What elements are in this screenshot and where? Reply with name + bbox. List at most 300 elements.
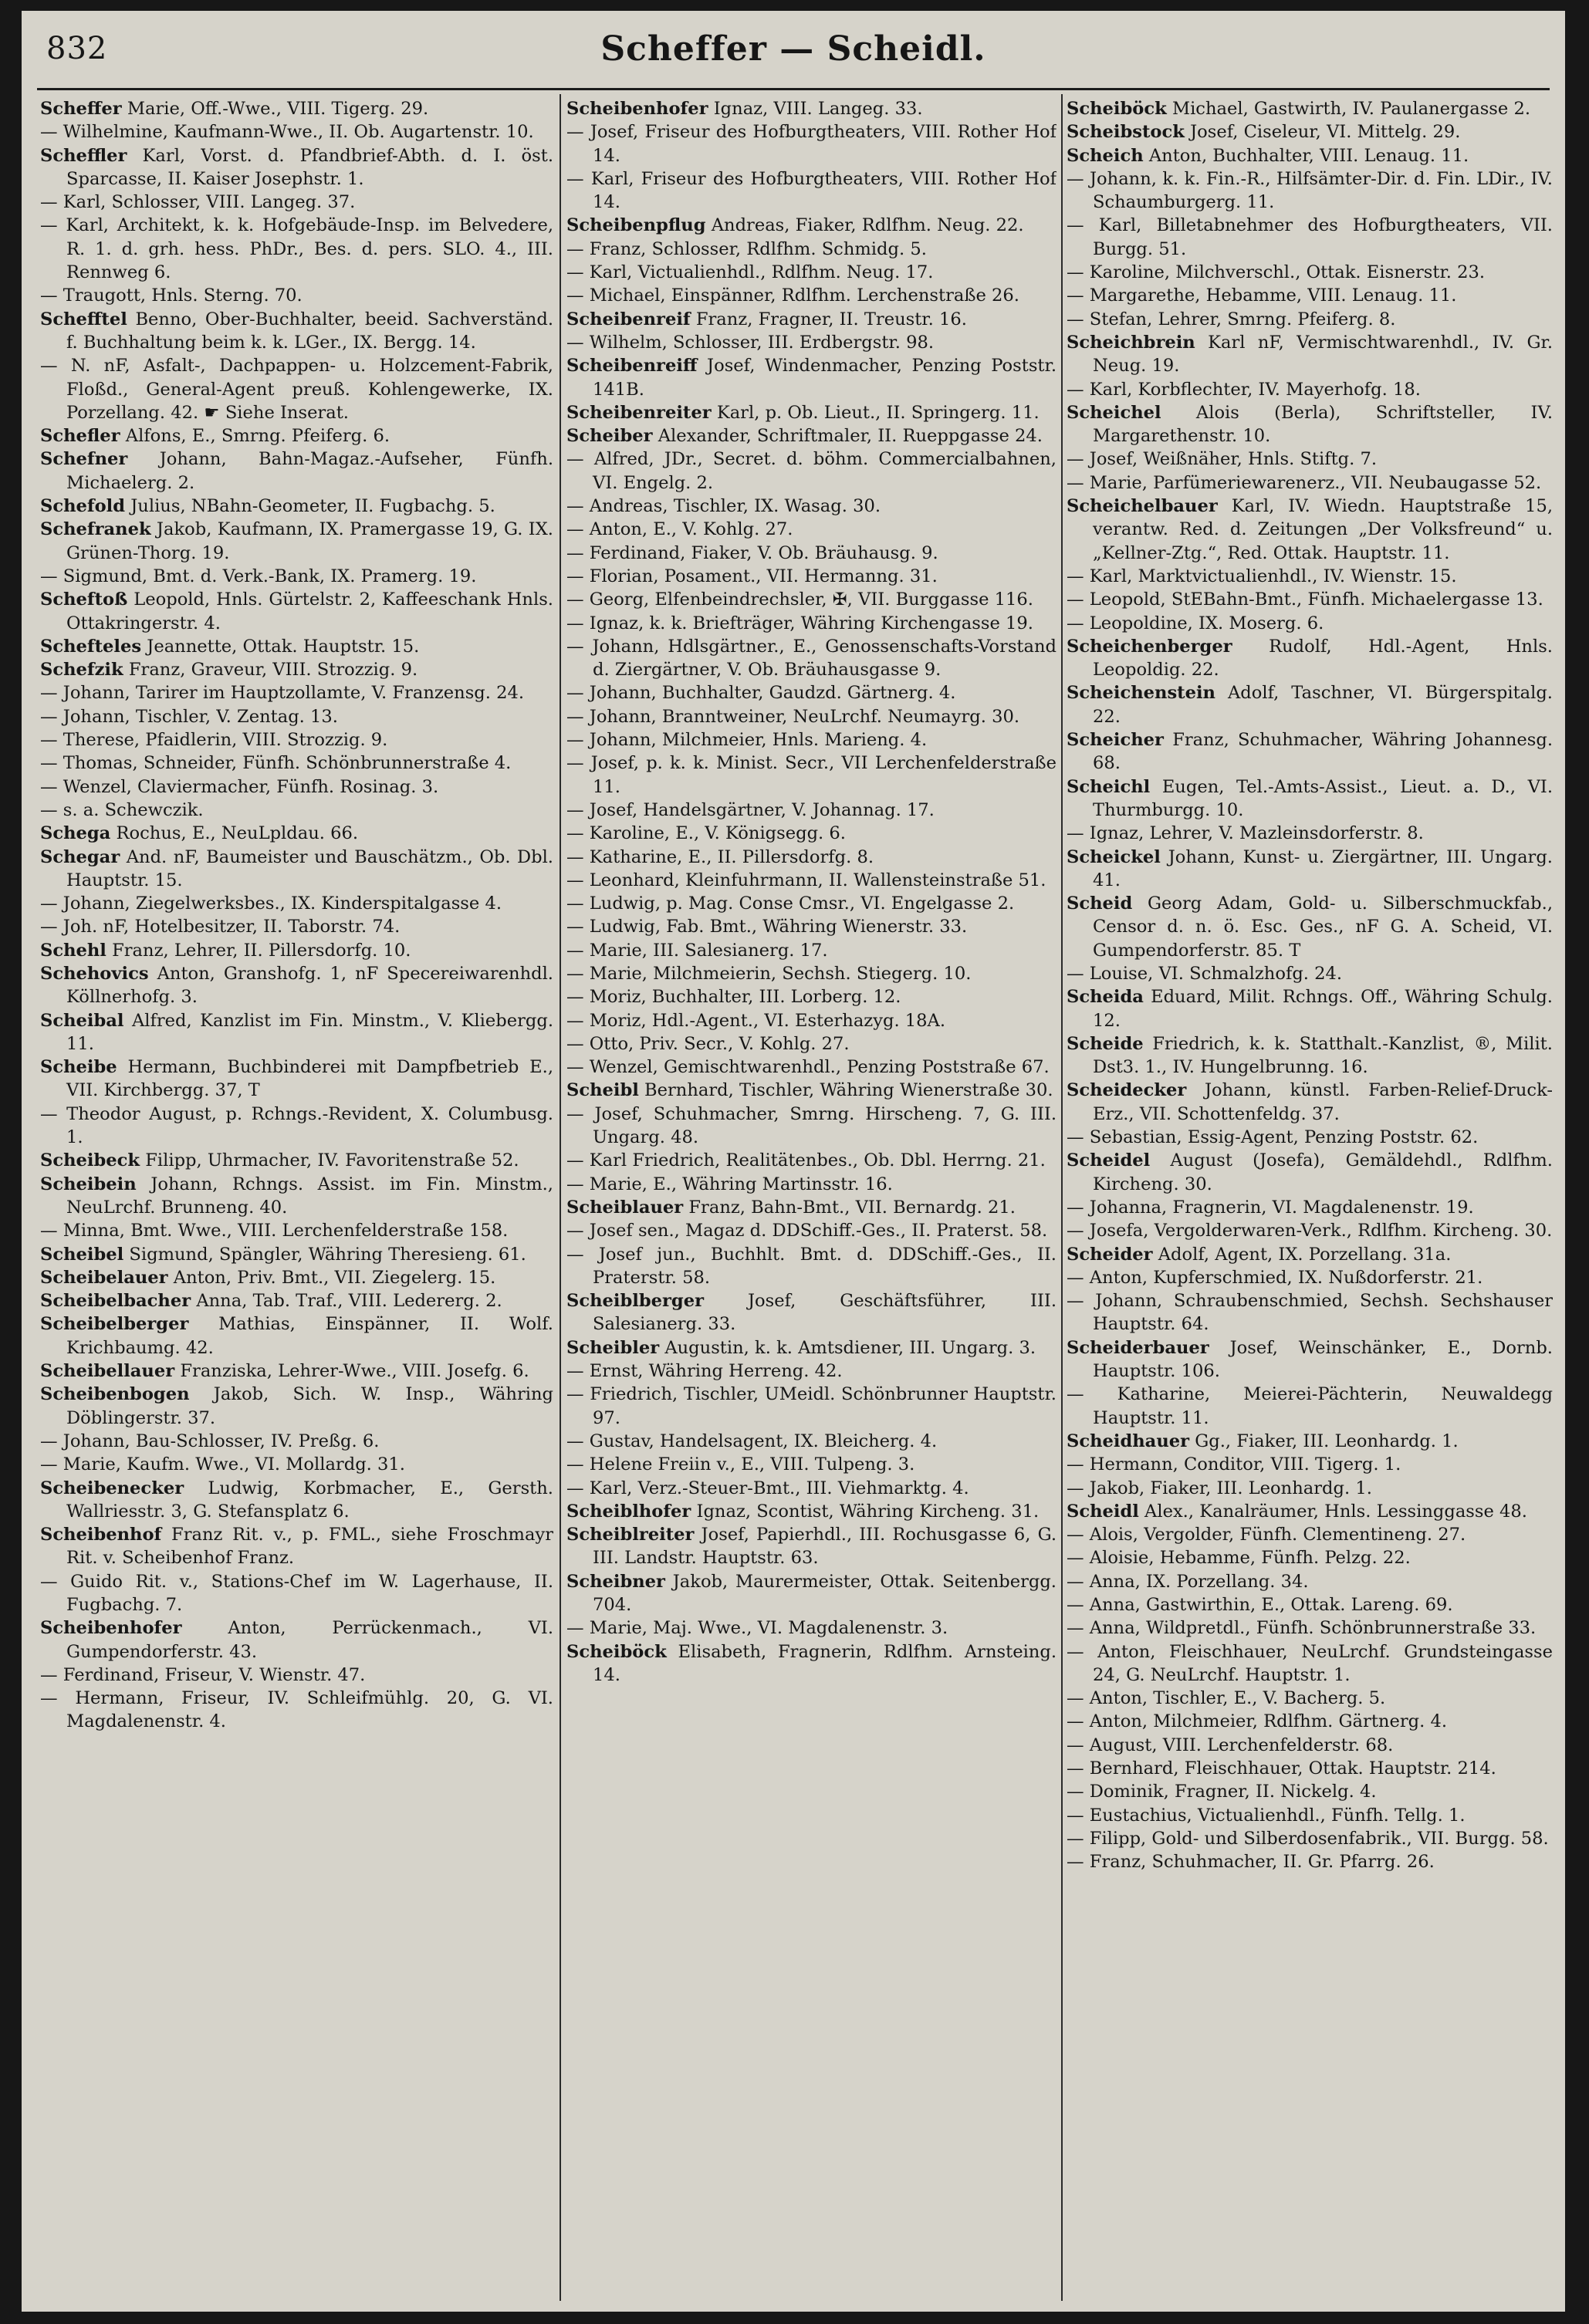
- directory-entry: [40, 518, 553, 565]
- directory-entry: [1067, 448, 1553, 471]
- directory-entry: [1067, 1477, 1553, 1500]
- entry-details: Benno, Ober-Buchhalter, beeid. Sachverständ. f. Buchhaltung beim k. k. LGer., IX. Bergg. 14.: [66, 309, 553, 353]
- directory-entry: [1067, 588, 1553, 611]
- entry-surname: Scheibal: [40, 1010, 124, 1031]
- directory-entry: [40, 1056, 553, 1103]
- entry-surname: Scheicher: [1067, 730, 1164, 751]
- entry-details: Josef, Weinschänker, E., Dornb. Hauptstr. 106.: [1093, 1337, 1553, 1382]
- directory-entry: [40, 284, 553, 307]
- entry-details: Marie, Off.-Wwe., VIII. Tigerg. 29.: [127, 99, 429, 119]
- entry-details: — Johann, Schraubenschmied, Sechsh. Sechshauser Hauptstr. 64.: [1067, 1291, 1553, 1335]
- entry-details: — Johann, Tischler, V. Zentag. 13.: [40, 706, 338, 727]
- directory-entry: [1067, 728, 1553, 775]
- entry-details: — Bernhard, Fleischhauer, Ottak. Hauptstr. 214.: [1067, 1758, 1496, 1779]
- entry-details: — Johann, k. k. Fin.-R., Hilfsämter-Dir. d. Fin. LDir., IV. Schaumburgerg. 11.: [1067, 168, 1553, 213]
- entry-details: — Alfred, JDr., Secret. d. böhm. Commercialbahnen, VI. Engelg. 2.: [566, 449, 1057, 493]
- entry-surname: Scheibelberger: [40, 1314, 189, 1335]
- directory-entry: [566, 681, 1057, 704]
- entry-surname: Scheider: [1067, 1244, 1153, 1265]
- entry-details: Michael, Gastwirth, IV. Paulanergasse 2.: [1171, 99, 1531, 119]
- directory-entry: [566, 752, 1057, 799]
- entry-surname: Scheibenreiff: [566, 356, 698, 377]
- entry-details: Ignaz, Scontist, Währing Kircheng. 31.: [696, 1501, 1040, 1522]
- directory-entry: [566, 308, 1057, 331]
- entry-details: — Josef, Weißnäher, Hnls. Stiftg. 7.: [1067, 449, 1378, 470]
- entry-surname: Scheichbrein: [1067, 332, 1195, 353]
- entry-details: — Filipp, Gold- und Silberdosenfabrik., VII. Burgg. 58.: [1067, 1828, 1549, 1849]
- entry-surname: Scheibelauer: [40, 1267, 168, 1288]
- entry-details: Adolf, Taschner, VI. Bürgerspitalg. 22.: [1093, 683, 1553, 727]
- entry-details: — Johann, Buchhalter, Gaudzd. Gärtnerg. 4.: [566, 683, 956, 704]
- directory-entry: [1067, 1289, 1553, 1336]
- directory-entry: [40, 495, 553, 518]
- entry-surname: Scheidecker: [1067, 1080, 1187, 1101]
- directory-entry: [566, 1219, 1057, 1242]
- entry-details: — Josef, Handelsgärtner, V. Johannag. 17.: [566, 799, 935, 820]
- directory-entry: [566, 728, 1057, 752]
- entry-surname: Scheidl: [1067, 1501, 1139, 1522]
- entry-details: — Theodor August, p. Rchngs.-Revident, X. Columbusg. 1.: [40, 1103, 553, 1148]
- entry-details: — Traugott, Hnls. Sterng. 70.: [40, 285, 303, 306]
- directory-entry: [1067, 1640, 1553, 1687]
- entry-surname: Scheffer: [40, 99, 122, 119]
- entry-surname: Scheidel: [1067, 1150, 1151, 1171]
- directory-entry: [1067, 1032, 1553, 1079]
- entry-details: Johann, künstl. Farben-Relief-Druck-Erz., VII. Schottenfeldg. 37.: [1093, 1080, 1553, 1124]
- entry-details: — Johann, Ziegelwerksbes., IX. Kinderspitalgasse 4.: [40, 893, 502, 914]
- directory-entry: [566, 985, 1057, 1008]
- directory-entry: [1067, 144, 1553, 167]
- entry-surname: Scheibenbogen: [40, 1384, 190, 1405]
- entry-details: Josef, Windenmacher, Penzing Poststr. 141B.: [593, 356, 1057, 400]
- entry-surname: Scheichel: [1067, 402, 1161, 423]
- directory-entry: [566, 799, 1057, 822]
- entry-details: — Karl, Korbflechter, IV. Mayerhofg. 18.: [1067, 379, 1421, 400]
- directory-page: [22, 11, 1565, 2312]
- entry-surname: Schefranek: [40, 519, 151, 540]
- directory-entry: [1067, 1757, 1553, 1780]
- entry-details: Anton, Buchhalter, VIII. Lenaug. 11.: [1148, 145, 1469, 166]
- directory-entry: [566, 97, 1057, 120]
- entry-surname: Scheibe: [40, 1057, 117, 1078]
- entry-details: — Josef, p. k. k. Minist. Secr., VII Lerchenfelderstraße 11.: [566, 753, 1057, 797]
- directory-entry: [40, 846, 553, 893]
- entry-surname: Schefteles: [40, 636, 142, 657]
- entry-surname: Scheibenpflug: [566, 215, 706, 236]
- entry-details: Julius, NBahn-Geometer, II. Fugbachg. 5.: [130, 496, 495, 517]
- directory-entry: [40, 1453, 553, 1476]
- directory-entry: [40, 962, 553, 1009]
- directory-entry: [40, 1009, 553, 1056]
- directory-entry: [566, 238, 1057, 261]
- directory-entry: [1067, 1219, 1553, 1242]
- directory-entry: [1067, 378, 1553, 401]
- directory-entry: [1067, 681, 1553, 728]
- page-number: 832: [46, 31, 108, 66]
- entry-details: — August, VIII. Lerchenfelderstr. 68.: [1067, 1735, 1394, 1755]
- directory-entry: [1067, 775, 1553, 823]
- directory-entry: [566, 1173, 1057, 1196]
- directory-entry: [566, 1056, 1057, 1079]
- entry-surname: Schehl: [40, 940, 106, 961]
- entry-details: — Thomas, Schneider, Fünfh. Schönbrunnerstraße 4.: [40, 753, 512, 774]
- entry-surname: Scheiderbauer: [1067, 1337, 1209, 1358]
- entry-details: — Dominik, Fragner, II. Nickelg. 4.: [1067, 1782, 1377, 1802]
- entry-details: Johann, Kunst- u. Ziergärtner, III. Ungarg. 41.: [1093, 846, 1553, 890]
- entry-details: Franz, Bahn-Bmt., VII. Bernardg. 21.: [688, 1197, 1016, 1218]
- directory-entry: [1067, 1734, 1553, 1757]
- directory-entry: [566, 120, 1057, 167]
- directory-entry: [1067, 1570, 1553, 1593]
- entry-surname: Schefftel: [40, 309, 127, 329]
- entry-surname: Scheibstock: [1067, 122, 1185, 143]
- entry-details: — Ludwig, p. Mag. Conse Cmsr., VI. Engelgasse 2.: [566, 893, 1015, 914]
- directory-entry: [566, 1477, 1057, 1500]
- entry-surname: Scheichenberger: [1067, 636, 1232, 657]
- entry-details: Elisabeth, Fragnerin, Rdlfhm. Arnsteing. 14.: [593, 1641, 1057, 1685]
- directory-entry: [1067, 1500, 1553, 1523]
- entry-details: — Sebastian, Essig-Agent, Penzing Poststr. 62.: [1067, 1127, 1479, 1148]
- directory-entry: [566, 565, 1057, 588]
- entry-surname: Scheide: [1067, 1033, 1144, 1054]
- entry-details: Franz, Schuhmacher, Währing Johannesg. 68.: [1093, 730, 1553, 774]
- directory-entry: [1067, 1710, 1553, 1733]
- directory-entry: [1067, 401, 1553, 448]
- entry-details: — Ignaz, k. k. Briefträger, Währing Kirchengasse 19.: [566, 613, 1033, 633]
- directory-entry: [566, 705, 1057, 728]
- entry-details: — Aloisie, Hebamme, Fünfh. Pelzg. 22.: [1067, 1548, 1411, 1569]
- entry-details: — Marie, Milchmeierin, Sechsh. Stiegerg. 10.: [566, 963, 972, 984]
- directory-entry: [40, 120, 553, 144]
- entry-details: Jeannette, Ottak. Hauptstr. 15.: [147, 636, 420, 657]
- directory-entry: [1067, 1780, 1553, 1803]
- entry-details: — Marie, E., Währing Martinsstr. 16.: [566, 1174, 893, 1194]
- directory-entry: [566, 401, 1057, 424]
- entry-details: — Johann, Bau-Schlosser, IV. Preßg. 6.: [40, 1431, 380, 1451]
- directory-entry: [1067, 1453, 1553, 1476]
- directory-entry: [40, 915, 553, 938]
- entry-details: Alexander, Schriftmaler, II. Rueppgasse 24.: [658, 426, 1043, 447]
- entry-details: Karl, IV. Wiedn. Hauptstraße 15, verantw. Red. d. Zeitungen „Der Volksfreund“ u. „Kellner-Ztg.“, Red. Ottak. Hauptstr. 11.: [1093, 496, 1553, 563]
- directory-entry: [566, 495, 1057, 518]
- directory-entry: [566, 1103, 1057, 1150]
- directory-entry: [1067, 892, 1553, 962]
- directory-entry: [40, 1383, 553, 1430]
- entry-surname: Schefzik: [40, 660, 123, 681]
- entry-surname: Scheiblberger: [566, 1291, 704, 1312]
- entry-details: Josef, Ciseleur, VI. Mittelg. 29.: [1190, 122, 1461, 143]
- directory-entry: [40, 144, 553, 191]
- entry-details: — Josef, Schuhmacher, Smrng. Hirscheng. 7, G. III. Ungarg. 48.: [566, 1103, 1057, 1148]
- directory-entry: [566, 612, 1057, 635]
- entry-details: — Michael, Einspänner, Rdlfhm. Lerchenstraße 26.: [566, 285, 1019, 306]
- directory-entry: [1067, 495, 1553, 565]
- directory-entry: [40, 939, 553, 962]
- directory-entry: [40, 728, 553, 752]
- entry-details: — Josef jun., Buchhlt. Bmt. d. DDSchiff.-Ges., II. Praterstr. 58.: [566, 1244, 1057, 1288]
- entry-surname: Scheibenhofer: [40, 1618, 182, 1639]
- entry-details: — Anna, IX. Porzellang. 34.: [1067, 1571, 1309, 1592]
- directory-entry: [40, 1103, 553, 1150]
- entry-details: Friedrich, k. k. Statthalt.-Kanzlist, ®, Milit. Dst3. 1., IV. Hungelbrunng. 16.: [1093, 1033, 1553, 1078]
- directory-entry: [566, 1289, 1057, 1336]
- entry-details: Franz, Graveur, VIII. Strozzig. 9.: [128, 660, 418, 681]
- directory-entry: [566, 939, 1057, 962]
- directory-entry: [1067, 565, 1553, 588]
- directory-entry: [1067, 1804, 1553, 1827]
- entry-details: — Jakob, Fiaker, III. Leonhardg. 1.: [1067, 1478, 1372, 1498]
- entry-details: — Alois, Vergolder, Fünfh. Clementineng. 27.: [1067, 1525, 1466, 1545]
- entry-details: — Karl, Marktvictualienhdl., IV. Wienstr. 15.: [1067, 566, 1457, 586]
- entry-details: — Karl, Victualienhdl., Rdlfhm. Neug. 17.: [566, 262, 934, 283]
- entry-details: Karl, p. Ob. Lieut., II. Springerg. 11.: [716, 402, 1040, 423]
- directory-entry: [40, 1430, 553, 1453]
- directory-entry: [1067, 1523, 1553, 1546]
- directory-entry: [566, 1149, 1057, 1172]
- entry-details: — Anna, Gastwirthin, E., Ottak. Lareng. 69.: [1067, 1595, 1453, 1615]
- entry-details: Franziska, Lehrer-Wwe., VIII. Josefg. 6.: [180, 1361, 529, 1382]
- directory-entry: [566, 588, 1057, 611]
- entry-details: — Josefa, Vergolderwaren-Verk., Rdlfhm. Kircheng. 30.: [1067, 1221, 1553, 1241]
- directory-entry: [566, 167, 1057, 214]
- entry-details: — Ignaz, Lehrer, V. Mazleinsdorferstr. 8.: [1067, 823, 1424, 844]
- entry-details: Josef, Geschäftsführer, III. Salesianerg. 33.: [593, 1291, 1057, 1335]
- entry-details: — Georg, Elfenbeindrechsler, ✠, VII. Burggasse 116.: [566, 589, 1033, 610]
- entry-details: — Otto, Priv. Secr., V. Kohlg. 27.: [566, 1033, 850, 1054]
- entry-details: — Karoline, E., V. Königsegg. 6.: [566, 823, 846, 844]
- entry-details: Filipp, Uhrmacher, IV. Favoritenstraße 52.: [145, 1150, 519, 1171]
- entry-details: Jakob, Kaufmann, IX. Pramergasse 19, G. IX. Grünen-Thorg. 19.: [66, 519, 553, 563]
- entry-details: Andreas, Fiaker, Rdlfhm. Neug. 22.: [711, 215, 1024, 236]
- directory-entry: [1067, 1149, 1553, 1196]
- entry-details: — Karl, Verz.-Steuer-Bmt., III. Viehmarktg. 4.: [566, 1478, 969, 1498]
- directory-entry: [566, 892, 1057, 915]
- directory-entry: [566, 1383, 1057, 1430]
- entry-details: — Gustav, Handelsagent, IX. Bleicherg. 4.: [566, 1431, 938, 1451]
- entry-details: — Anton, Tischler, E., V. Bacherg. 5.: [1067, 1688, 1386, 1709]
- directory-entry: [566, 1430, 1057, 1453]
- directory-entry: [566, 1360, 1057, 1383]
- directory-entry: [1067, 120, 1553, 144]
- directory-entry: [1067, 1687, 1553, 1710]
- directory-entry: [566, 261, 1057, 284]
- entry-details: Karl, Vorst. d. Pfandbrief-Abth. d. I. öst. Sparcasse, II. Kaiser Josephstr. 1.: [66, 145, 553, 189]
- entry-surname: Scheidhauer: [1067, 1431, 1190, 1451]
- entry-details: — Josef, Friseur des Hofburgtheaters, VIII. Rother Hof 14.: [566, 122, 1057, 166]
- entry-details: Rudolf, Hdl.-Agent, Hnls. Leopoldig. 22.: [1093, 636, 1553, 681]
- header-rule: [37, 88, 1550, 90]
- entry-details: Anton, Priv. Bmt., VII. Ziegelerg. 15.: [173, 1267, 496, 1288]
- directory-entry: [566, 1009, 1057, 1032]
- entry-surname: Scheibelbacher: [40, 1291, 191, 1312]
- directory-entry: [40, 1243, 553, 1266]
- directory-entry: [40, 1173, 553, 1220]
- directory-entry: [40, 775, 553, 799]
- directory-entry: [1067, 1850, 1553, 1873]
- directory-entry: [566, 846, 1057, 869]
- entry-surname: Schehovics: [40, 963, 149, 984]
- directory-entry: [1067, 612, 1553, 635]
- directory-entry: [1067, 261, 1553, 284]
- entry-details: — Ludwig, Fab. Bmt., Währing Wienerstr. 33.: [566, 917, 968, 937]
- entry-surname: Schefler: [40, 426, 120, 447]
- directory-entry: [1067, 97, 1553, 120]
- entry-surname: Scheibner: [566, 1571, 665, 1592]
- entry-surname: Scheibenreiter: [566, 402, 712, 423]
- directory-entry: [566, 869, 1057, 892]
- entry-surname: Schefold: [40, 496, 126, 517]
- directory-entry: [40, 1687, 553, 1734]
- directory-entry: [40, 1477, 553, 1524]
- directory-entry: [40, 892, 553, 915]
- entry-details: Leopold, Hnls. Gürtelstr. 2, Kaffeeschank Hnls. Ottakringerstr. 4.: [66, 589, 553, 633]
- entry-details: — Johanna, Fragnerin, VI. Magdalenenstr. 19.: [1067, 1197, 1474, 1218]
- directory-entry: [566, 448, 1057, 495]
- directory-entry: [40, 1289, 553, 1312]
- entry-details: — s. a. Schewczik.: [40, 799, 204, 820]
- entry-details: And. nF, Baumeister und Bauschätzm., Ob. Dbl. Hauptstr. 15.: [66, 846, 553, 890]
- directory-entry: [566, 915, 1057, 938]
- entry-details: Franz Rit. v., p. FML., siehe Froschmayr Rit. v. Scheibenhof Franz.: [66, 1525, 553, 1569]
- entry-details: Johann, Rchngs. Assist. im Fin. Minstm., NeuLrchf. Brunneng. 40.: [66, 1174, 553, 1218]
- directory-entry: [1067, 962, 1553, 985]
- entry-details: Anna, Tab. Traf., VIII. Ledererg. 2.: [196, 1291, 502, 1312]
- entry-details: — Anton, E., V. Kohlg. 27.: [566, 519, 793, 540]
- entry-surname: Scheibenecker: [40, 1478, 184, 1498]
- entry-surname: Scheiblauer: [566, 1197, 684, 1218]
- directory-entry: [566, 1453, 1057, 1476]
- entry-details: Hermann, Buchbinderei mit Dampfbetrieb E., VII. Kirchbergg. 37, T: [66, 1057, 553, 1101]
- directory-entry: [1067, 284, 1553, 307]
- entry-details: — Franz, Schuhmacher, II. Gr. Pfarrg. 26.: [1067, 1852, 1435, 1873]
- entry-details: — Karl, Schlosser, VIII. Langeg. 37.: [40, 192, 356, 213]
- entry-surname: Scheibenhofer: [566, 99, 708, 119]
- entry-details: Sigmund, Spängler, Währing Theresieng. 61.: [129, 1244, 526, 1265]
- directory-entry: [40, 799, 553, 822]
- entry-details: Mathias, Einspänner, II. Wolf. Krichbaumg. 42.: [66, 1314, 553, 1358]
- entry-details: Franz, Lehrer, II. Pillersdorfg. 10.: [112, 940, 411, 961]
- entry-details: Adolf, Agent, IX. Porzellang. 31a.: [1158, 1244, 1452, 1265]
- directory-entry: [1067, 1546, 1553, 1569]
- entry-details: — Ernst, Währing Herreng. 42.: [566, 1361, 843, 1382]
- directory-entry: [40, 1149, 553, 1172]
- entry-details: — Helene Freiin v., E., VIII. Tulpeng. 3.: [566, 1454, 915, 1475]
- entry-details: — Hermann, Friseur, IV. Schleifmühlg. 20, G. VI. Magdalenenstr. 4.: [40, 1688, 553, 1732]
- entry-details: — Karoline, Milchverschl., Ottak. Eisnerstr. 23.: [1067, 262, 1486, 283]
- directory-entry: [1067, 1126, 1553, 1149]
- entry-details: — Katharine, Meierei-Pächterin, Neuwaldegg Hauptstr. 11.: [1067, 1384, 1553, 1428]
- directory-entry: [1067, 1430, 1553, 1453]
- entry-details: Eduard, Milit. Rchngs. Off., Währing Schulg. 12.: [1093, 987, 1553, 1031]
- entry-details: — Moriz, Hdl.-Agent., VI. Esterhazyg. 18A.: [566, 1010, 946, 1031]
- directory-entry: [1067, 471, 1553, 495]
- entry-details: — Johann, Tarirer im Hauptzollamte, V. Franzensg. 24.: [40, 683, 525, 704]
- directory-entry: [566, 518, 1057, 541]
- entry-details: August (Josefa), Gemäldehdl., Rdlfhm. Kircheng. 30.: [1093, 1150, 1553, 1194]
- directory-entry: [40, 658, 553, 681]
- directory-entry: [1067, 1827, 1553, 1850]
- entry-details: — Karl Friedrich, Realitätenbes., Ob. Dbl. Herrng. 21.: [566, 1150, 1046, 1171]
- entry-details: — Anton, Kupferschmied, IX. Nußdorferstr. 21.: [1067, 1267, 1483, 1288]
- directory-entry: [1067, 1243, 1553, 1266]
- entry-details: Ludwig, Korbmacher, E., Gersth. Wallriesstr. 3, G. Stefansplatz 6.: [66, 1478, 553, 1522]
- entry-details: — Stefan, Lehrer, Smrng. Pfeiferg. 8.: [1067, 309, 1396, 329]
- directory-entry: [566, 1640, 1057, 1687]
- directory-entry: [1067, 985, 1553, 1032]
- entry-details: Ignaz, VIII. Langeg. 33.: [713, 99, 923, 119]
- entry-details: — Anton, Fleischhauer, NeuLrchf. Grundsteingasse 24, G. NeuLrchf. Hauptstr. 1.: [1067, 1641, 1553, 1685]
- entry-details: — Friedrich, Tischler, UMeidl. Schönbrunner Hauptstr. 97.: [566, 1384, 1057, 1428]
- entry-details: Alfons, E., Smrng. Pfeiferg. 6.: [125, 426, 390, 447]
- directory-entry: [40, 681, 553, 704]
- directory-entry: [566, 1616, 1057, 1640]
- directory-entry: [1067, 1593, 1553, 1616]
- entry-surname: Schefner: [40, 449, 128, 470]
- directory-entry: [566, 1243, 1057, 1290]
- entry-details: — Leopold, StEBahn-Bmt., Fünfh. Michaelergasse 13.: [1067, 589, 1543, 610]
- entry-surname: Scheibel: [40, 1244, 124, 1265]
- entry-surname: Scheibl: [566, 1080, 639, 1101]
- entry-surname: Scheickel: [1067, 846, 1161, 867]
- entry-surname: Scheffler: [40, 145, 127, 166]
- entry-surname: Scheida: [1067, 987, 1144, 1008]
- directory-entry: [566, 1079, 1057, 1102]
- directory-entry: [1067, 1383, 1553, 1430]
- directory-entry: [566, 822, 1057, 845]
- entry-details: — Sigmund, Bmt. d. Verk.-Bank, IX. Pramerg. 19.: [40, 566, 477, 586]
- entry-surname: Scheibenreif: [566, 309, 691, 329]
- entry-details: — Florian, Posament., VII. Hermanng. 31.: [566, 566, 938, 586]
- directory-entry: [566, 1523, 1057, 1570]
- entry-details: — Minna, Bmt. Wwe., VIII. Lerchenfelderstraße 158.: [40, 1221, 509, 1241]
- directory-entry: [1067, 1266, 1553, 1289]
- directory-entry: [566, 635, 1057, 682]
- directory-entry: [40, 1616, 553, 1664]
- entry-details: — Joh. nF, Hotelbesitzer, II. Taborstr. 74.: [40, 917, 401, 937]
- entry-details: — Moriz, Buchhalter, III. Lorberg. 12.: [566, 987, 901, 1008]
- directory-entry: [566, 1500, 1057, 1523]
- directory-entry: [40, 1219, 553, 1242]
- entry-details: — Katharine, E., II. Pillersdorfg. 8.: [566, 846, 874, 867]
- entry-details: — Hermann, Conditor, VIII. Tigerg. 1.: [1067, 1454, 1401, 1475]
- entry-details: — Karl, Billetabnehmer des Hofburgtheaters, VII. Burgg. 51.: [1067, 215, 1553, 259]
- entry-details: Bernhard, Tischler, Währing Wienerstraße 30.: [644, 1080, 1053, 1101]
- column-3: [1067, 97, 1553, 2304]
- directory-entry: [566, 542, 1057, 565]
- entry-surname: Scheichl: [1067, 776, 1151, 797]
- entry-details: — Marie, Maj. Wwe., VI. Magdalenenstr. 3.: [566, 1618, 948, 1639]
- directory-entry: [566, 1032, 1057, 1056]
- entry-details: — Marie, Parfümeriewarenerz., VII. Neubaugasse 52.: [1067, 472, 1542, 493]
- entry-surname: Scheibein: [40, 1174, 137, 1194]
- entry-details: — Wilhelmine, Kaufmann-Wwe., II. Ob. Augartenstr. 10.: [40, 122, 534, 143]
- entry-details: — N. nF, Asfalt-, Dachpappen- u. Holzcement-Fabrik, Floßd., General-Agent preuß. Kohlengewerke, IX. Porzellang. 42. ☛ Siehe Inserat.: [40, 356, 553, 423]
- directory-entry: [566, 284, 1057, 307]
- directory-entry: [566, 962, 1057, 985]
- directory-entry: [40, 1312, 553, 1360]
- entry-surname: Scheiböck: [566, 1641, 667, 1662]
- directory-entry: [1067, 1079, 1553, 1126]
- directory-entry: [40, 588, 553, 635]
- entry-details: — Louise, VI. Schmalzhofg. 24.: [1067, 963, 1343, 984]
- entry-details: — Leonhard, Kleinfuhrmann, II. Wallensteinstraße 51.: [566, 870, 1046, 890]
- entry-details: Augustin, k. k. Amtsdiener, III. Ungarg. 3.: [664, 1337, 1036, 1358]
- directory-entry: [1067, 167, 1553, 214]
- directory-entry: [40, 214, 553, 284]
- entry-surname: Scheich: [1067, 145, 1144, 166]
- page-header: [22, 11, 1565, 85]
- directory-entry: [40, 705, 553, 728]
